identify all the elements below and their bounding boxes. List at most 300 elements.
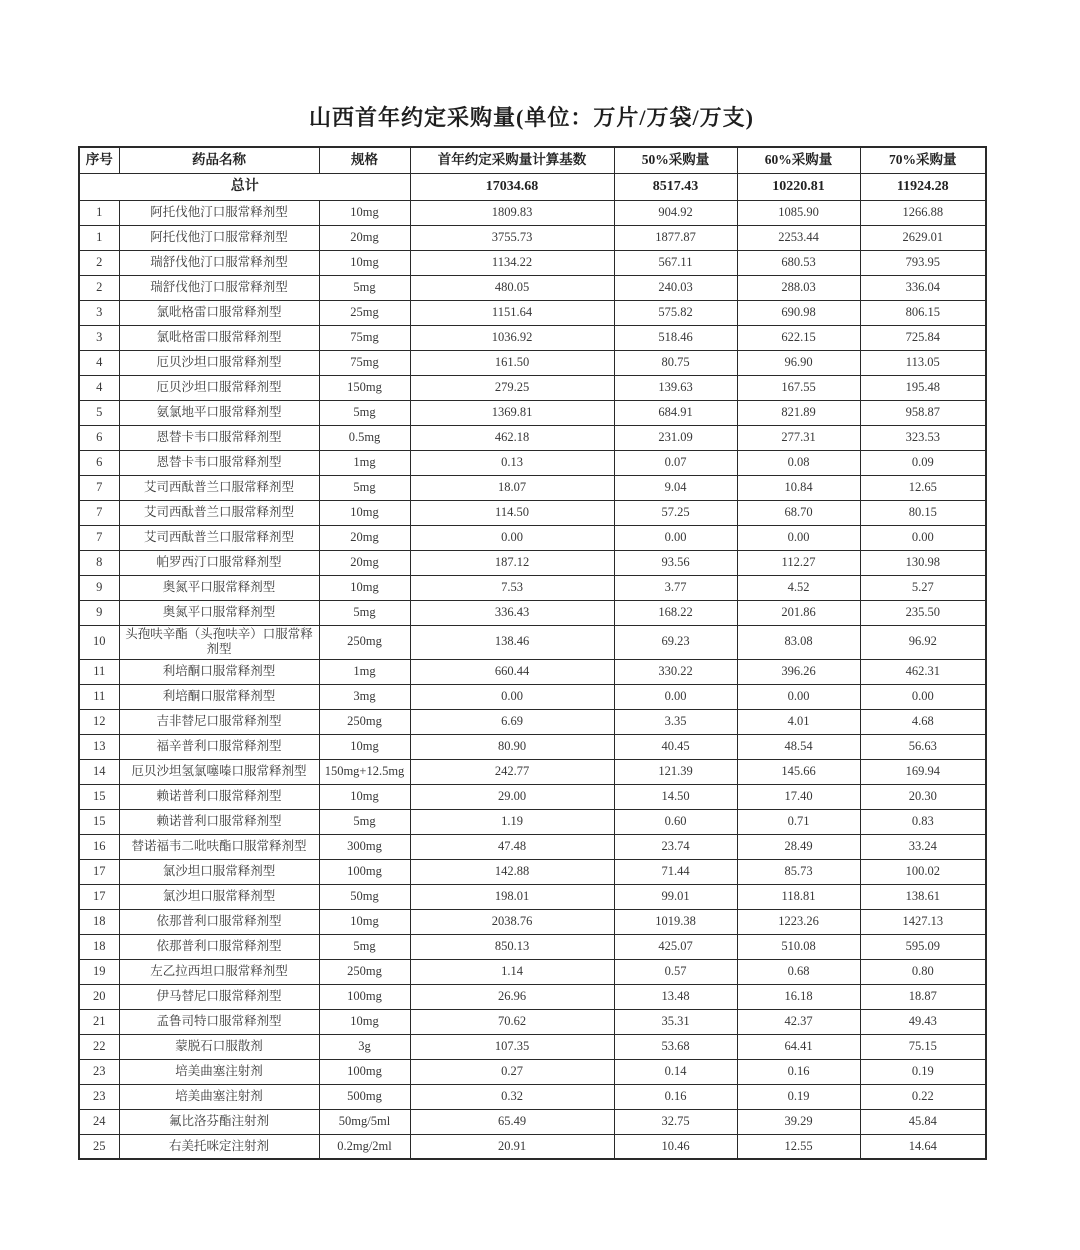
cell-drug-name: 瑞舒伐他汀口服常释剂型 <box>119 275 319 300</box>
cell-seq: 7 <box>79 525 119 550</box>
cell-seq: 2 <box>79 275 119 300</box>
cell-drug-name: 帕罗西汀口服常释剂型 <box>119 550 319 575</box>
cell-qty-60: 118.81 <box>737 884 860 909</box>
cell-base-qty: 0.32 <box>410 1084 614 1109</box>
cell-qty-60: 167.55 <box>737 375 860 400</box>
cell-qty-60: 42.37 <box>737 1009 860 1034</box>
cell-qty-50: 35.31 <box>614 1009 737 1034</box>
table-row <box>79 375 986 400</box>
cell-qty-60: 680.53 <box>737 250 860 275</box>
cell-qty-50: 0.14 <box>614 1059 737 1084</box>
cell-qty-60: 85.73 <box>737 859 860 884</box>
cell-seq: 12 <box>79 709 119 734</box>
cell-qty-70: 806.15 <box>860 300 986 325</box>
cell-qty-50: 425.07 <box>614 934 737 959</box>
cell-drug-name: 孟鲁司特口服常释剂型 <box>119 1009 319 1034</box>
cell-spec: 150mg <box>319 375 410 400</box>
cell-base-qty: 0.27 <box>410 1059 614 1084</box>
cell-qty-60: 0.08 <box>737 450 860 475</box>
cell-base-qty: 26.96 <box>410 984 614 1009</box>
table-row <box>79 200 986 225</box>
table-row <box>79 1134 986 1159</box>
cell-base-qty: 336.43 <box>410 600 614 625</box>
cell-base-qty: 70.62 <box>410 1009 614 1034</box>
cell-qty-60: 201.86 <box>737 600 860 625</box>
cell-spec: 10mg <box>319 734 410 759</box>
cell-qty-70: 14.64 <box>860 1134 986 1159</box>
table-row <box>79 300 986 325</box>
cell-seq: 2 <box>79 250 119 275</box>
table-row <box>79 450 986 475</box>
cell-qty-60: 396.26 <box>737 659 860 684</box>
cell-qty-60: 145.66 <box>737 759 860 784</box>
cell-drug-name: 奥氮平口服常释剂型 <box>119 600 319 625</box>
cell-spec: 250mg <box>319 959 410 984</box>
cell-qty-60: 112.27 <box>737 550 860 575</box>
cell-qty-70: 0.00 <box>860 684 986 709</box>
cell-qty-60: 10.84 <box>737 475 860 500</box>
cell-spec: 5mg <box>319 934 410 959</box>
cell-seq: 16 <box>79 834 119 859</box>
cell-seq: 3 <box>79 325 119 350</box>
table-row <box>79 734 986 759</box>
cell-spec: 3mg <box>319 684 410 709</box>
page-title: 山西首年约定采购量(单位：万片/万袋/万支) <box>309 105 754 130</box>
cell-spec: 10mg <box>319 1009 410 1034</box>
cell-spec: 50mg/5ml <box>319 1109 410 1134</box>
cell-base-qty: 20.91 <box>410 1134 614 1159</box>
cell-spec: 100mg <box>319 859 410 884</box>
cell-base-qty: 29.00 <box>410 784 614 809</box>
table-row <box>79 500 986 525</box>
cell-drug-name: 艾司西酞普兰口服常释剂型 <box>119 525 319 550</box>
cell-seq: 1 <box>79 200 119 225</box>
table-row <box>79 784 986 809</box>
cell-qty-70: 958.87 <box>860 400 986 425</box>
cell-qty-60: 0.00 <box>737 525 860 550</box>
cell-drug-name: 依那普利口服常释剂型 <box>119 909 319 934</box>
table-row <box>79 834 986 859</box>
header-row <box>79 147 986 173</box>
cell-seq: 11 <box>79 684 119 709</box>
cell-qty-70: 130.98 <box>860 550 986 575</box>
table-row <box>79 809 986 834</box>
cell-qty-50: 93.56 <box>614 550 737 575</box>
cell-base-qty: 138.46 <box>410 625 614 659</box>
cell-qty-70: 33.24 <box>860 834 986 859</box>
cell-seq: 20 <box>79 984 119 1009</box>
cell-qty-60: 4.01 <box>737 709 860 734</box>
cell-qty-60: 288.03 <box>737 275 860 300</box>
cell-seq: 11 <box>79 659 119 684</box>
cell-spec: 10mg <box>319 784 410 809</box>
cell-spec: 10mg <box>319 500 410 525</box>
cell-drug-name: 奥氮平口服常释剂型 <box>119 575 319 600</box>
cell-spec: 100mg <box>319 1059 410 1084</box>
table-body <box>79 173 986 1159</box>
table-row <box>79 859 986 884</box>
cell-qty-70: 0.00 <box>860 525 986 550</box>
cell-drug-name: 氨氯地平口服常释剂型 <box>119 400 319 425</box>
cell-seq: 4 <box>79 375 119 400</box>
cell-qty-50: 10.46 <box>614 1134 737 1159</box>
cell-qty-60: 96.90 <box>737 350 860 375</box>
total-row <box>79 173 986 200</box>
cell-qty-70: 45.84 <box>860 1109 986 1134</box>
cell-drug-name: 培美曲塞注射剂 <box>119 1084 319 1109</box>
total-qty-50: 8517.43 <box>614 173 737 200</box>
cell-qty-70: 1266.88 <box>860 200 986 225</box>
cell-seq: 9 <box>79 600 119 625</box>
cell-qty-60: 1223.26 <box>737 909 860 934</box>
cell-drug-name: 阿托伐他汀口服常释剂型 <box>119 200 319 225</box>
cell-spec: 300mg <box>319 834 410 859</box>
cell-qty-70: 113.05 <box>860 350 986 375</box>
cell-qty-50: 0.60 <box>614 809 737 834</box>
cell-spec: 20mg <box>319 550 410 575</box>
cell-qty-70: 0.83 <box>860 809 986 834</box>
cell-spec: 10mg <box>319 200 410 225</box>
column-header-qty-70: 70%采购量 <box>860 147 986 173</box>
cell-seq: 7 <box>79 500 119 525</box>
cell-qty-50: 0.57 <box>614 959 737 984</box>
cell-base-qty: 1.19 <box>410 809 614 834</box>
cell-seq: 17 <box>79 859 119 884</box>
cell-base-qty: 142.88 <box>410 859 614 884</box>
cell-seq: 6 <box>79 450 119 475</box>
cell-seq: 10 <box>79 625 119 659</box>
cell-qty-50: 13.48 <box>614 984 737 1009</box>
cell-seq: 24 <box>79 1109 119 1134</box>
table-row <box>79 575 986 600</box>
cell-qty-50: 14.50 <box>614 784 737 809</box>
cell-seq: 4 <box>79 350 119 375</box>
cell-drug-name: 厄贝沙坦口服常释剂型 <box>119 375 319 400</box>
cell-drug-name: 替诺福韦二吡呋酯口服常释剂型 <box>119 834 319 859</box>
cell-drug-name: 恩替卡韦口服常释剂型 <box>119 425 319 450</box>
cell-spec: 1mg <box>319 659 410 684</box>
cell-qty-70: 462.31 <box>860 659 986 684</box>
cell-qty-50: 0.07 <box>614 450 737 475</box>
cell-base-qty: 3755.73 <box>410 225 614 250</box>
cell-seq: 1 <box>79 225 119 250</box>
cell-seq: 15 <box>79 784 119 809</box>
cell-spec: 3g <box>319 1034 410 1059</box>
cell-base-qty: 1.14 <box>410 959 614 984</box>
cell-drug-name: 利培酮口服常释剂型 <box>119 684 319 709</box>
cell-spec: 75mg <box>319 350 410 375</box>
cell-spec: 250mg <box>319 709 410 734</box>
cell-qty-70: 12.65 <box>860 475 986 500</box>
cell-spec: 5mg <box>319 809 410 834</box>
table-row <box>79 984 986 1009</box>
cell-drug-name: 艾司西酞普兰口服常释剂型 <box>119 500 319 525</box>
column-header-drug-name: 药品名称 <box>119 147 319 173</box>
cell-base-qty: 7.53 <box>410 575 614 600</box>
procurement-table <box>78 146 987 1160</box>
cell-seq: 8 <box>79 550 119 575</box>
table-row <box>79 400 986 425</box>
cell-qty-70: 56.63 <box>860 734 986 759</box>
cell-qty-60: 622.15 <box>737 325 860 350</box>
table-row <box>79 959 986 984</box>
cell-qty-50: 0.00 <box>614 684 737 709</box>
cell-base-qty: 1809.83 <box>410 200 614 225</box>
cell-base-qty: 0.13 <box>410 450 614 475</box>
cell-qty-60: 0.71 <box>737 809 860 834</box>
cell-qty-50: 23.74 <box>614 834 737 859</box>
cell-drug-name: 赖诺普利口服常释剂型 <box>119 809 319 834</box>
column-header-spec: 规格 <box>319 147 410 173</box>
cell-seq: 6 <box>79 425 119 450</box>
cell-drug-name: 蒙脱石口服散剂 <box>119 1034 319 1059</box>
total-base-qty: 17034.68 <box>410 173 614 200</box>
cell-qty-50: 40.45 <box>614 734 737 759</box>
cell-qty-70: 80.15 <box>860 500 986 525</box>
cell-drug-name: 瑞舒伐他汀口服常释剂型 <box>119 250 319 275</box>
cell-qty-60: 64.41 <box>737 1034 860 1059</box>
cell-base-qty: 47.48 <box>410 834 614 859</box>
column-header-qty-50: 50%采购量 <box>614 147 737 173</box>
cell-seq: 5 <box>79 400 119 425</box>
cell-base-qty: 2038.76 <box>410 909 614 934</box>
cell-qty-70: 20.30 <box>860 784 986 809</box>
cell-qty-60: 0.19 <box>737 1084 860 1109</box>
cell-spec: 75mg <box>319 325 410 350</box>
cell-seq: 7 <box>79 475 119 500</box>
cell-drug-name: 左乙拉西坦口服常释剂型 <box>119 959 319 984</box>
cell-qty-50: 168.22 <box>614 600 737 625</box>
cell-qty-50: 53.68 <box>614 1034 737 1059</box>
table-row <box>79 1009 986 1034</box>
cell-qty-50: 32.75 <box>614 1109 737 1134</box>
column-header-qty-60: 60%采购量 <box>737 147 860 173</box>
cell-seq: 3 <box>79 300 119 325</box>
cell-drug-name: 依那普利口服常释剂型 <box>119 934 319 959</box>
cell-base-qty: 198.01 <box>410 884 614 909</box>
cell-spec: 0.5mg <box>319 425 410 450</box>
cell-base-qty: 242.77 <box>410 759 614 784</box>
table-row <box>79 600 986 625</box>
cell-qty-60: 16.18 <box>737 984 860 1009</box>
table-row <box>79 709 986 734</box>
cell-base-qty: 65.49 <box>410 1109 614 1134</box>
table-row <box>79 475 986 500</box>
table-row <box>79 550 986 575</box>
cell-drug-name: 培美曲塞注射剂 <box>119 1059 319 1084</box>
cell-drug-name: 厄贝沙坦氢氯噻嗪口服常释剂型 <box>119 759 319 784</box>
cell-qty-50: 139.63 <box>614 375 737 400</box>
cell-drug-name: 福辛普利口服常释剂型 <box>119 734 319 759</box>
cell-qty-70: 195.48 <box>860 375 986 400</box>
cell-seq: 21 <box>79 1009 119 1034</box>
cell-qty-70: 100.02 <box>860 859 986 884</box>
table-row <box>79 909 986 934</box>
cell-qty-60: 83.08 <box>737 625 860 659</box>
cell-base-qty: 6.69 <box>410 709 614 734</box>
cell-seq: 23 <box>79 1059 119 1084</box>
cell-drug-name: 吉非替尼口服常释剂型 <box>119 709 319 734</box>
cell-qty-70: 336.04 <box>860 275 986 300</box>
cell-base-qty: 18.07 <box>410 475 614 500</box>
cell-qty-70: 323.53 <box>860 425 986 450</box>
cell-qty-70: 793.95 <box>860 250 986 275</box>
cell-drug-name: 氯沙坦口服常释剂型 <box>119 859 319 884</box>
cell-drug-name: 氟比洛芬酯注射剂 <box>119 1109 319 1134</box>
cell-spec: 5mg <box>319 475 410 500</box>
cell-spec: 50mg <box>319 884 410 909</box>
cell-qty-60: 48.54 <box>737 734 860 759</box>
cell-seq: 13 <box>79 734 119 759</box>
cell-base-qty: 114.50 <box>410 500 614 525</box>
cell-qty-60: 4.52 <box>737 575 860 600</box>
cell-seq: 17 <box>79 884 119 909</box>
cell-qty-70: 0.22 <box>860 1084 986 1109</box>
cell-qty-70: 1427.13 <box>860 909 986 934</box>
cell-qty-50: 9.04 <box>614 475 737 500</box>
cell-qty-70: 169.94 <box>860 759 986 784</box>
cell-base-qty: 1134.22 <box>410 250 614 275</box>
cell-spec: 150mg+12.5mg <box>319 759 410 784</box>
cell-spec: 20mg <box>319 525 410 550</box>
cell-qty-70: 4.68 <box>860 709 986 734</box>
table-row <box>79 759 986 784</box>
cell-qty-60: 1085.90 <box>737 200 860 225</box>
cell-qty-60: 277.31 <box>737 425 860 450</box>
cell-base-qty: 80.90 <box>410 734 614 759</box>
cell-spec: 10mg <box>319 250 410 275</box>
cell-qty-50: 518.46 <box>614 325 737 350</box>
column-header-seq: 序号 <box>79 147 119 173</box>
cell-qty-60: 17.40 <box>737 784 860 809</box>
cell-base-qty: 480.05 <box>410 275 614 300</box>
table-row <box>79 1109 986 1134</box>
cell-qty-50: 121.39 <box>614 759 737 784</box>
cell-base-qty: 1369.81 <box>410 400 614 425</box>
cell-qty-70: 49.43 <box>860 1009 986 1034</box>
cell-qty-70: 2629.01 <box>860 225 986 250</box>
cell-qty-60: 68.70 <box>737 500 860 525</box>
cell-spec: 10mg <box>319 575 410 600</box>
cell-qty-70: 18.87 <box>860 984 986 1009</box>
table-row <box>79 1059 986 1084</box>
cell-qty-50: 567.11 <box>614 250 737 275</box>
column-header-base-qty: 首年约定采购量计算基数 <box>410 147 614 173</box>
cell-spec: 500mg <box>319 1084 410 1109</box>
cell-qty-50: 240.03 <box>614 275 737 300</box>
cell-base-qty: 1036.92 <box>410 325 614 350</box>
cell-qty-60: 0.00 <box>737 684 860 709</box>
cell-seq: 14 <box>79 759 119 784</box>
cell-drug-name: 利培酮口服常释剂型 <box>119 659 319 684</box>
cell-qty-60: 28.49 <box>737 834 860 859</box>
table-row <box>79 659 986 684</box>
table-row <box>79 934 986 959</box>
cell-drug-name: 恩替卡韦口服常释剂型 <box>119 450 319 475</box>
cell-spec: 20mg <box>319 225 410 250</box>
cell-qty-50: 575.82 <box>614 300 737 325</box>
cell-qty-70: 75.15 <box>860 1034 986 1059</box>
cell-base-qty: 187.12 <box>410 550 614 575</box>
cell-seq: 25 <box>79 1134 119 1159</box>
cell-qty-50: 69.23 <box>614 625 737 659</box>
table-row <box>79 684 986 709</box>
cell-qty-70: 725.84 <box>860 325 986 350</box>
cell-spec: 10mg <box>319 909 410 934</box>
cell-base-qty: 850.13 <box>410 934 614 959</box>
cell-qty-70: 0.19 <box>860 1059 986 1084</box>
cell-qty-50: 80.75 <box>614 350 737 375</box>
cell-qty-70: 138.61 <box>860 884 986 909</box>
cell-qty-60: 39.29 <box>737 1109 860 1134</box>
table-row <box>79 250 986 275</box>
cell-spec: 1mg <box>319 450 410 475</box>
cell-drug-name: 艾司西酞普兰口服常释剂型 <box>119 475 319 500</box>
table-row <box>79 625 986 659</box>
cell-seq: 19 <box>79 959 119 984</box>
cell-drug-name: 头孢呋辛酯（头孢呋辛）口服常释剂型 <box>119 625 319 659</box>
cell-qty-60: 0.16 <box>737 1059 860 1084</box>
cell-qty-50: 330.22 <box>614 659 737 684</box>
cell-seq: 9 <box>79 575 119 600</box>
cell-qty-50: 0.00 <box>614 525 737 550</box>
cell-qty-70: 0.09 <box>860 450 986 475</box>
cell-drug-name: 氯吡格雷口服常释剂型 <box>119 325 319 350</box>
cell-drug-name: 伊马替尼口服常释剂型 <box>119 984 319 1009</box>
cell-base-qty: 279.25 <box>410 375 614 400</box>
cell-seq: 18 <box>79 909 119 934</box>
cell-qty-50: 0.16 <box>614 1084 737 1109</box>
cell-drug-name: 氯吡格雷口服常释剂型 <box>119 300 319 325</box>
cell-seq: 18 <box>79 934 119 959</box>
cell-qty-60: 690.98 <box>737 300 860 325</box>
cell-base-qty: 161.50 <box>410 350 614 375</box>
cell-qty-50: 1019.38 <box>614 909 737 934</box>
cell-base-qty: 660.44 <box>410 659 614 684</box>
cell-drug-name: 赖诺普利口服常释剂型 <box>119 784 319 809</box>
table-row <box>79 1084 986 1109</box>
cell-base-qty: 1151.64 <box>410 300 614 325</box>
cell-base-qty: 0.00 <box>410 684 614 709</box>
cell-base-qty: 107.35 <box>410 1034 614 1059</box>
cell-spec: 5mg <box>319 275 410 300</box>
cell-spec: 25mg <box>319 300 410 325</box>
cell-qty-60: 821.89 <box>737 400 860 425</box>
cell-drug-name: 厄贝沙坦口服常释剂型 <box>119 350 319 375</box>
cell-qty-70: 235.50 <box>860 600 986 625</box>
table-row <box>79 525 986 550</box>
cell-qty-60: 510.08 <box>737 934 860 959</box>
cell-seq: 15 <box>79 809 119 834</box>
cell-qty-50: 231.09 <box>614 425 737 450</box>
cell-drug-name: 阿托伐他汀口服常释剂型 <box>119 225 319 250</box>
cell-drug-name: 右美托咪定注射剂 <box>119 1134 319 1159</box>
cell-spec: 100mg <box>319 984 410 1009</box>
cell-seq: 23 <box>79 1084 119 1109</box>
cell-qty-50: 904.92 <box>614 200 737 225</box>
cell-qty-70: 5.27 <box>860 575 986 600</box>
cell-qty-50: 3.35 <box>614 709 737 734</box>
table-row <box>79 1034 986 1059</box>
total-qty-60: 10220.81 <box>737 173 860 200</box>
total-qty-70: 11924.28 <box>860 173 986 200</box>
cell-qty-70: 0.80 <box>860 959 986 984</box>
cell-qty-50: 71.44 <box>614 859 737 884</box>
total-label: 总计 <box>79 173 410 200</box>
cell-qty-70: 96.92 <box>860 625 986 659</box>
cell-qty-60: 0.68 <box>737 959 860 984</box>
cell-base-qty: 462.18 <box>410 425 614 450</box>
